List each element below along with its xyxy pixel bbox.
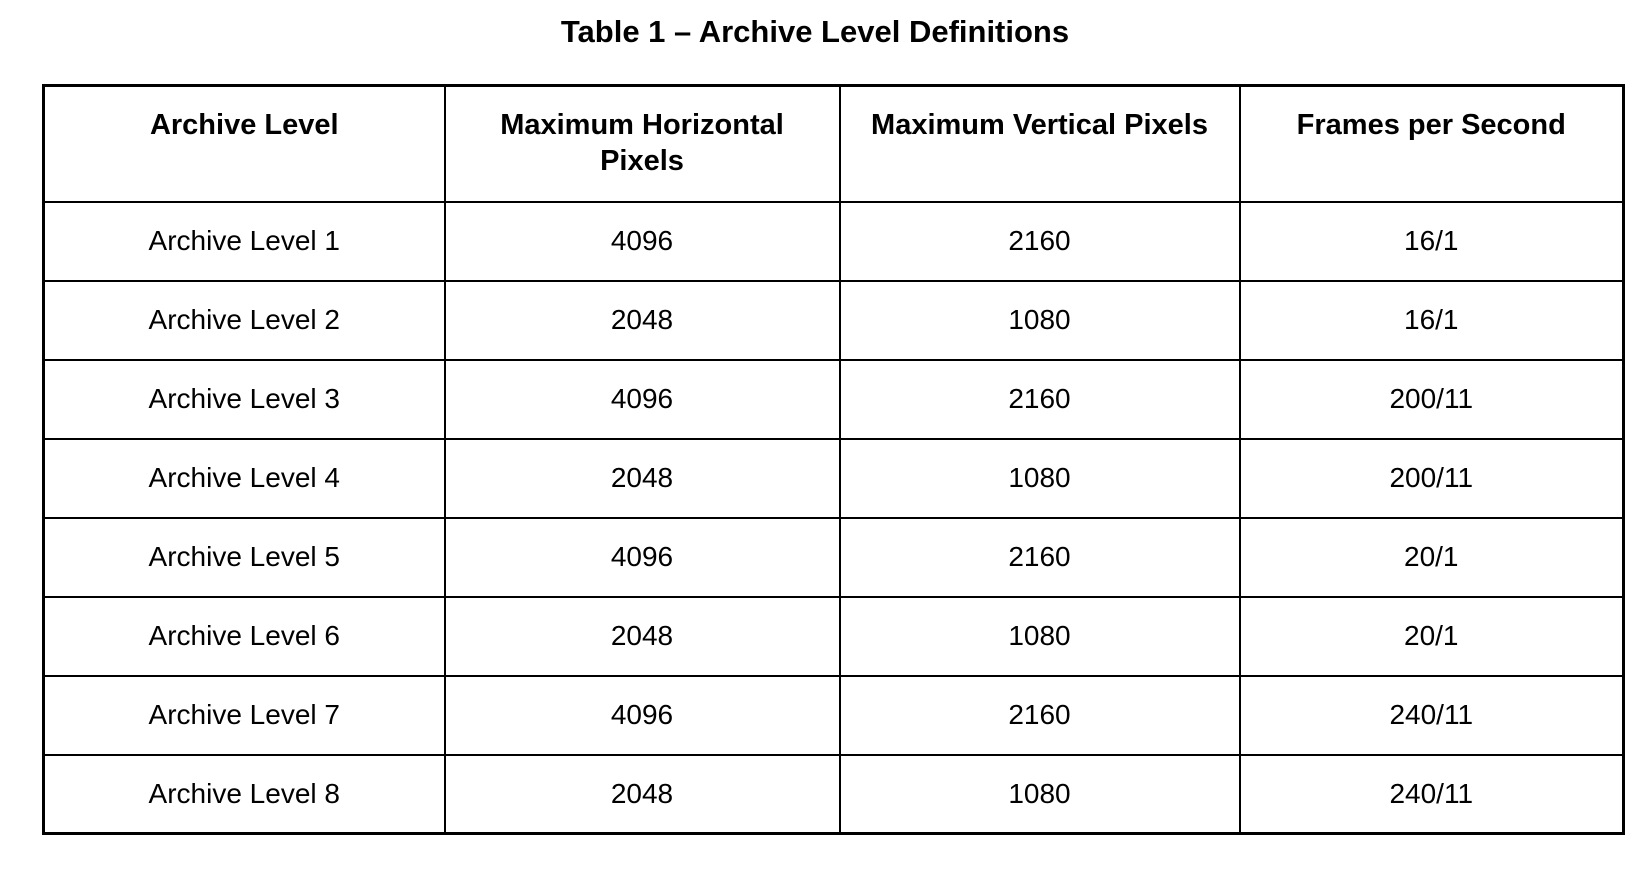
table-cell: 2048 <box>445 281 840 360</box>
archive-level-table <box>42 84 1625 835</box>
table-cell: 2160 <box>840 518 1240 597</box>
table-cell: 4096 <box>445 360 840 439</box>
table-row <box>44 755 1624 834</box>
table-row <box>44 360 1624 439</box>
table-cell: Archive Level 2 <box>44 281 445 360</box>
table-cell: 1080 <box>840 281 1240 360</box>
table-body <box>44 202 1624 834</box>
table-cell: 20/1 <box>1240 518 1624 597</box>
column-header: Frames per Second <box>1240 86 1624 202</box>
table-cell: Archive Level 1 <box>44 202 445 281</box>
table-cell: 240/11 <box>1240 755 1624 834</box>
table-cell: 2160 <box>840 360 1240 439</box>
table-cell: 200/11 <box>1240 439 1624 518</box>
table-cell: 4096 <box>445 202 840 281</box>
table-row <box>44 597 1624 676</box>
table-cell: 2048 <box>445 439 840 518</box>
table-row <box>44 518 1624 597</box>
table-row <box>44 676 1624 755</box>
table-cell: 2160 <box>840 676 1240 755</box>
table-cell: 2048 <box>445 755 840 834</box>
table-cell: 200/11 <box>1240 360 1624 439</box>
table-cell: 16/1 <box>1240 202 1624 281</box>
table-row <box>44 202 1624 281</box>
table-cell: 2160 <box>840 202 1240 281</box>
table-cell: 16/1 <box>1240 281 1624 360</box>
table-cell: 4096 <box>445 676 840 755</box>
header-row <box>44 86 1624 202</box>
table-header <box>44 86 1624 202</box>
table-cell: 1080 <box>840 755 1240 834</box>
table-cell: Archive Level 8 <box>44 755 445 834</box>
table-cell: 2048 <box>445 597 840 676</box>
table-cell: Archive Level 5 <box>44 518 445 597</box>
column-header: Archive Level <box>44 86 445 202</box>
table-cell: 4096 <box>445 518 840 597</box>
table-title: Table 1 – Archive Level Definitions <box>560 14 1070 49</box>
column-header: Maximum Vertical Pixels <box>840 86 1240 202</box>
table-cell: Archive Level 7 <box>44 676 445 755</box>
table-cell: Archive Level 3 <box>44 360 445 439</box>
table-cell: 1080 <box>840 597 1240 676</box>
column-header: Maximum Horizontal Pixels <box>445 86 840 202</box>
table-cell: Archive Level 6 <box>44 597 445 676</box>
table-cell: 1080 <box>840 439 1240 518</box>
table-cell: 240/11 <box>1240 676 1624 755</box>
table-cell: 20/1 <box>1240 597 1624 676</box>
table-cell: Archive Level 4 <box>44 439 445 518</box>
table-row <box>44 439 1624 518</box>
table-row <box>44 281 1624 360</box>
